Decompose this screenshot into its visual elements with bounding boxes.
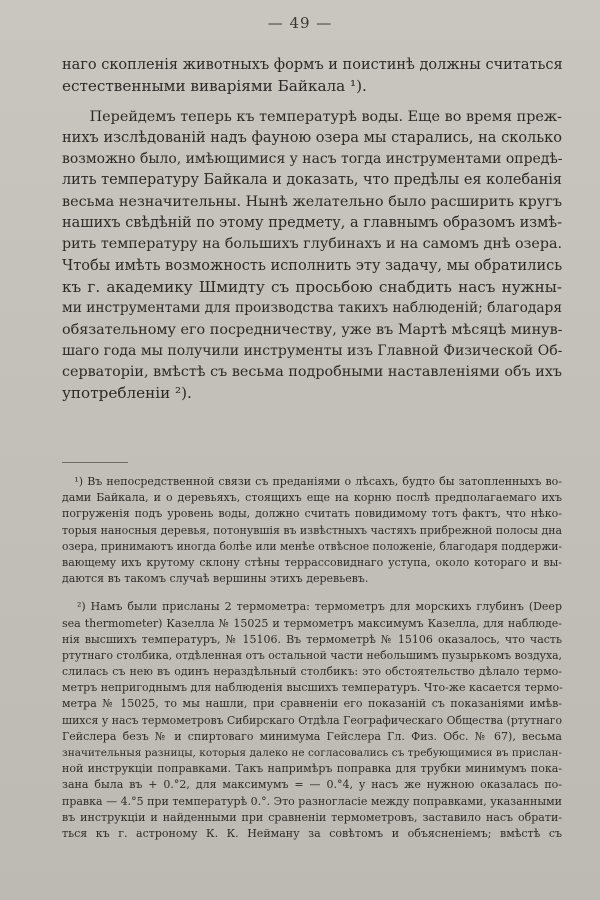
- text-line: шаго года мы получили инструменты изъ Главной Физической Об-: [62, 342, 563, 359]
- footnote-line: зана была въ + 0.°2, для максимумъ = — 0.°4, у насъ же нужною оказалась по-: [62, 778, 562, 792]
- footnote-line: ться къ г. астроному К. К. Нейману за совѣтомъ и объясненіемъ; вмѣстѣ съ: [62, 826, 562, 840]
- footnote-line: ртутнаго столбика, отдѣленная отъ остальной части небольшимъ пузырькомъ воздуха,: [62, 648, 562, 662]
- footnote-2: [62, 599, 562, 842]
- paragraph-1: [62, 55, 562, 98]
- main-body-text: [62, 55, 562, 405]
- text-line: возможно было, имѣющимися у насъ тогда инструментами опредѣ-: [62, 151, 563, 168]
- text-line: лить температуру Байкала и доказать, что предѣлы ея колебанія: [62, 172, 562, 189]
- footnote-line: Гейслера безъ № и спиртоваго минимума Гейслера Гл. Физ. Обс. № 67), весьма: [62, 729, 562, 743]
- text-line: къ г. академику Шмидту съ просьбою снабдить насъ нужны-: [62, 277, 562, 296]
- footnote-line: ¹) Въ непосредственной связи съ преданіями о лѣсахъ, будто бы затопленныхъ во-: [62, 475, 562, 488]
- footnote-divider: [62, 462, 128, 463]
- footnote-1: [62, 474, 562, 587]
- text-line: ми инструментами для производства такихъ наблюденій; благодаря: [62, 300, 562, 317]
- footnote-line: значительныя разницы, которыя далеко не согласовались съ требующимися въ прислан-: [62, 747, 562, 759]
- footnote-line: ²) Намъ были присланы 2 термометра: термометръ для морскихъ глубинъ (Deep: [62, 600, 562, 614]
- footnote-line: метръ непригоднымъ для наблюденія высшихъ температуръ. Что-же касается термо-: [62, 681, 563, 695]
- text-line: обязательному его посредничеству, уже въ Мартѣ мѣсяцѣ минув-: [62, 321, 563, 338]
- text-line: весьма незначительны. Нынѣ желательно было расширить кругъ: [62, 193, 562, 210]
- footnote-line: правка — 4.°5 при температурѣ 0.°. Это разногласіе между поправками, указанными: [62, 794, 562, 808]
- footnote-line: торыя наносныя деревья, потонувшія въ извѣстныхъ частяхъ прибрежной полосы дна: [62, 523, 562, 537]
- footnote-line: даются въ такомъ случаѣ вершины этихъ деревьевъ.: [62, 572, 369, 586]
- footnote-line: метра № 15025, то мы нашли, при сравненіи его показаній съ показаніями имѣв-: [62, 697, 562, 711]
- paragraph-2: [62, 107, 562, 405]
- text-line: употребленіи ²).: [62, 384, 192, 403]
- footnote-line: шихся у насъ термометровъ Сибирскаго Отдѣла Географическаго Общества (ртутнаго: [62, 713, 562, 727]
- text-line: серваторіи, вмѣстѣ съ весьма подробными наставленіями объ ихъ: [62, 364, 562, 381]
- text-line: нихъ изслѣдованій надъ фауною озера мы старались, на сколько: [62, 129, 562, 146]
- text-line: Чтобы имѣть возможность исполнить эту задачу, мы обратились: [62, 257, 563, 274]
- text-line: Перейдемъ теперь къ температурѣ воды. Еще во время преж-: [62, 108, 562, 125]
- text-line: естественными виваріями Байкала ¹).: [62, 77, 367, 96]
- footnote-line: ной инструкціи поправками. Такъ напримѣръ поправка для трубки минимумъ пока-: [62, 762, 562, 776]
- text-line: наго скопленія животныхъ формъ и поистинѣ должны считаться: [62, 57, 563, 73]
- text-line: рить температуру на большихъ глубинахъ и на самомъ днѣ озера.: [62, 236, 562, 253]
- footnote-line: sea thermometer) Казелла № 15025 и термометръ максимумъ Казелла, для наблюде-: [62, 616, 562, 630]
- footnote-line: слилась съ нею въ одинъ нераздѣльный столбикъ: это обстоятельство дѣлало термо-: [62, 665, 562, 679]
- footnote-line: погруженія подъ уровень воды, должно считать повидимому тотъ фактъ, что нѣко-: [62, 507, 562, 521]
- page-number: — 49 —: [267, 14, 333, 32]
- text-line: нашихъ свѣдѣній по этому предмету, а главнымъ образомъ измѣ-: [62, 215, 562, 232]
- footnote-line: озера, принимаютъ иногда болѣе или менѣе отвѣсное положеніе, благодаря поддержи-: [62, 539, 562, 553]
- footnote-line: вающему ихъ крутому склону стѣны террассовиднаго уступа, около котораго и вы-: [62, 555, 562, 569]
- footnote-line: въ инструкціи и найденными при сравненіи термометровъ, заставило насъ обрати-: [62, 810, 562, 824]
- footnote-line: дами Байкала, и о деревьяхъ, стоящихъ еще на корню послѣ предполагаемаго ихъ: [62, 491, 562, 505]
- footnotes: [62, 474, 562, 842]
- footnote-line: нія высшихъ температуръ, № 15106. Въ термометрѣ № 15106 оказалось, что часть: [62, 632, 562, 646]
